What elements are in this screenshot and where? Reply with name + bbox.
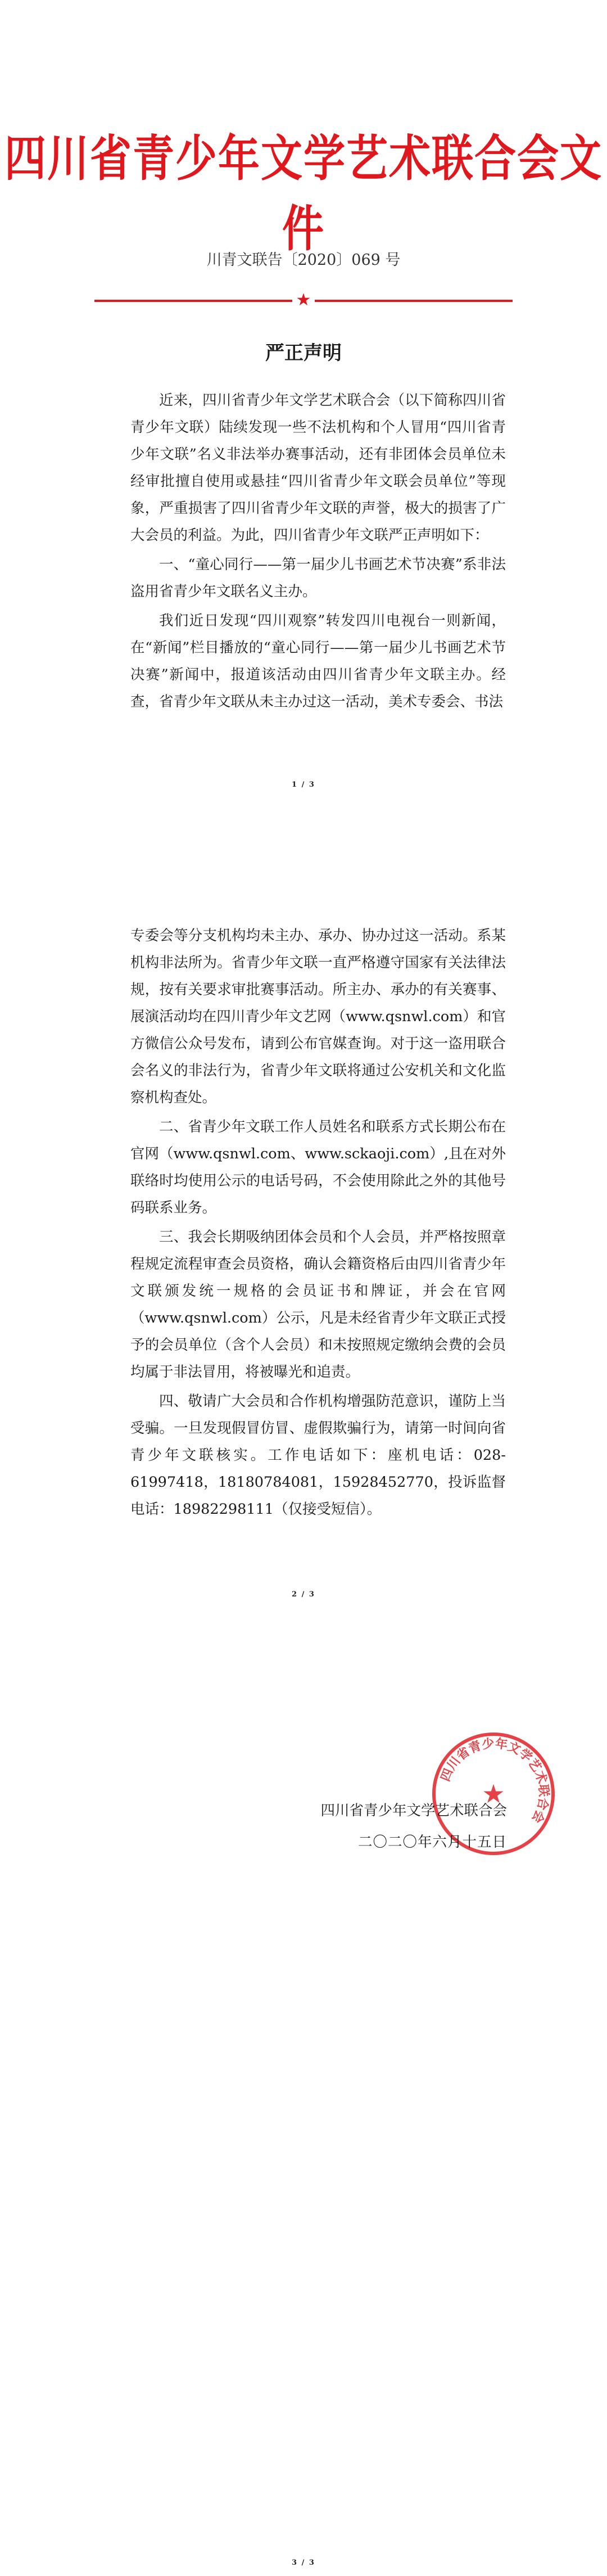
paragraph-continuation: 专委会等分支机构均未主办、承办、协办过这一活动。系某机构非法所为。省青少年文联一直严格遵守国家有关法律法规，按有关要求审批赛事活动。所主办、承办的有关赛事、展演活动均在四川青少年文艺网（www.qsnwl.com）和官方微信公众号发布，请到公布官媒查询。对于这一盗用联合会名义的非法行为，省青少年文联将通过公安机关和文化监察机构查处。 (130, 927, 506, 1106)
page-number: 3 / 3 (292, 2559, 315, 2567)
divider-line-right (315, 300, 513, 302)
paragraph-item-4: 四、敬请广大会员和合作机构增强防范意识，谨防上当受骗。一旦发现假冒仿冒、虚假欺骗行为，请第一时间向省青少年文联核实。工作电话如下：座机电话：028-61997418，18180784081，15928452770，投诉监督电话：18982298111（仅接受短信）。 (130, 1393, 506, 1518)
star-icon: ★ (296, 290, 311, 310)
svg-text:★: ★ (482, 1779, 505, 1809)
paragraph-item-2: 二、省青少年文联工作人员姓名和联系方式长期公布在官网（www.qsnwl.com、www.sckaoji.com）,且在对外联络时均使用公示的电话号码，不会使用除此之外的其他号码联系业务。 (130, 1118, 506, 1216)
statement-body-page1 (130, 387, 506, 718)
org-letterhead-title: 四川省青少年文学艺术联合会文件 (4, 130, 603, 258)
statement-body-page2 (130, 922, 506, 1525)
signature-date: 二〇二〇年六月十五日 (357, 1834, 507, 1851)
page-number: 2 / 3 (292, 1590, 315, 1599)
document-number: 川青文联告〔2020〕069 号 (206, 251, 401, 269)
document-page-3 (0, 1698, 607, 2576)
signature-organization: 四川省青少年文学艺术联合会 (320, 1802, 507, 1819)
paragraph-item-1: 一、“童心同行——第一届少儿书画艺术节决赛”系非法盗用省青少年文联名义主办。 (130, 556, 506, 600)
page-number: 1 / 3 (292, 781, 315, 789)
statement-title: 严正声明 (265, 342, 342, 364)
divider-line-left (94, 300, 292, 302)
svg-text:四川省青少年文学艺术联合会: 四川省青少年文学艺术联合会 (438, 1736, 551, 1825)
red-divider (94, 290, 513, 310)
document-page-2 (0, 821, 607, 1698)
document-page-1 (0, 0, 607, 821)
paragraph-item-3: 三、我会长期吸纳团体会员和个人会员，并严格按照章程规定流程审查会员资格，确认会籍资格后由四川省青少年文联颁发统一规格的会员证书和牌证，并会在官网（www.qsnwl.com）公示，凡是未经省青少年文联正式授予的会员单位（含个人会员）和未按照规定缴纳会费的会员均属于非法冒用，将被曝光和追责。 (130, 1229, 506, 1381)
paragraph-item-1-detail: 我们近日发现“四川观察”转发四川电视台一则新闻，在“新闻”栏目播放的“童心同行——第一届少儿书画艺术节决赛”新闻中，报道该活动由四川省青少年文联主办。经查，省青少年文联从未主办过这一活动，美术专委会、书法 (130, 612, 506, 710)
paragraph-intro: 近来，四川省青少年文学艺术联合会（以下简称四川省青少年文联）陆续发现一些不法机构和个人冒用“四川省青少年文联”名义非法举办赛事活动，还有非团体会员单位未经审批擅自使用或悬挂“四川省青少年文联会员单位”等现象，严重损害了四川省青少年文联的声誉，极大的损害了广大会员的利益。为此，四川省青少年文联严正声明如下： (130, 392, 506, 544)
